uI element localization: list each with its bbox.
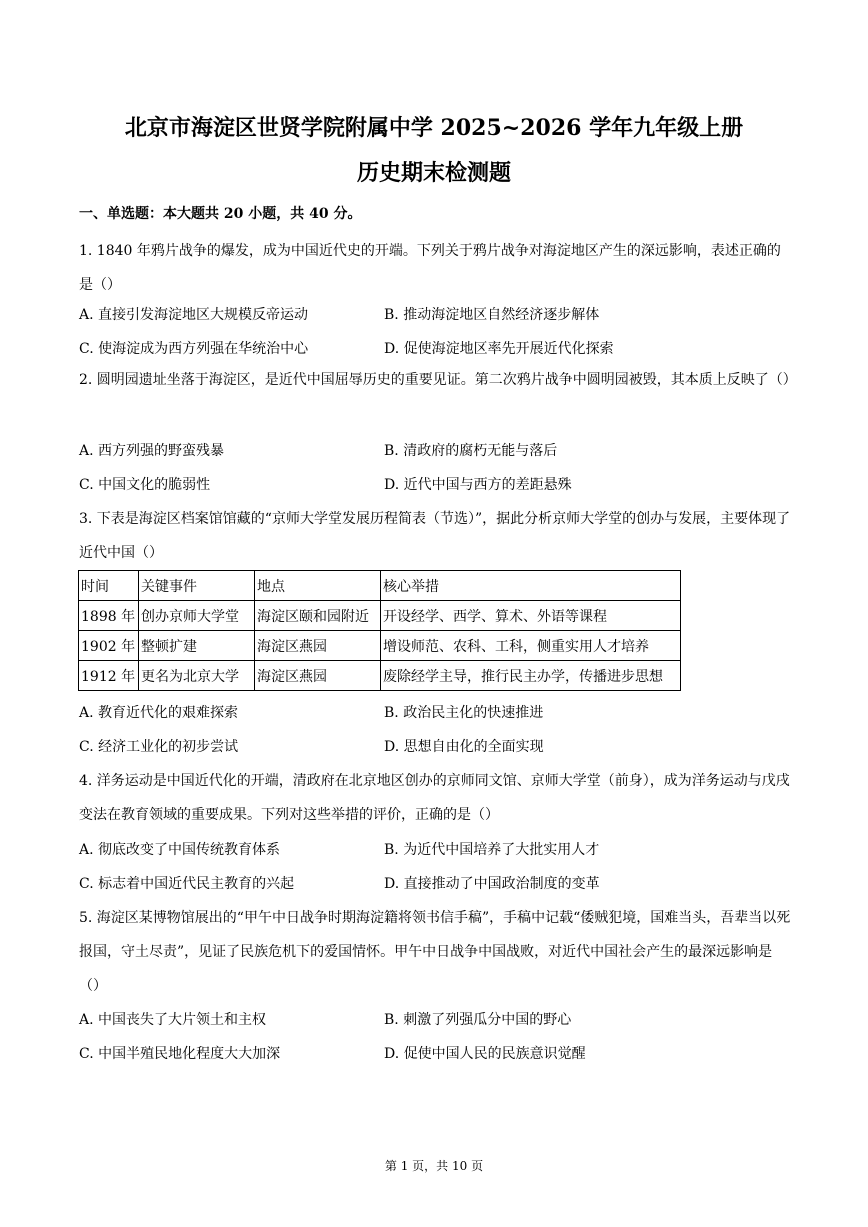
question-5-option-a: A. 中国丧失了大片领土和主权 — [79, 1012, 267, 1028]
table-cell: 1912 年 — [79, 661, 139, 691]
table-cell: 增设师范、农科、工科，侧重实用人才培养 — [381, 631, 681, 661]
table-cell: 创办京师大学堂 — [139, 601, 255, 631]
question-3-option-d: D. 思想自由化的全面实现 — [384, 739, 544, 755]
question-5-option-c: C. 中国半殖民地化程度大大加深 — [79, 1046, 281, 1062]
exam-subtitle: 历史期末检测题 — [356, 160, 511, 186]
question-5-option-d: D. 促使中国人民的民族意识觉醒 — [384, 1046, 586, 1062]
table-header-cell: 地点 — [255, 571, 381, 601]
question-3-option-b: B. 政治民主化的快速推进 — [384, 705, 544, 721]
table-cell: 1898 年 — [79, 601, 139, 631]
table-header-cell: 关键事件 — [139, 571, 255, 601]
table-cell: 废除经学主导，推行民主办学，传播进步思想 — [381, 661, 681, 691]
question-4-option-c: C. 标志着中国近代民主教育的兴起 — [79, 876, 295, 892]
table-header-cell: 核心举措 — [381, 571, 681, 601]
exam-title: 北京市海淀区世贤学院附属中学 2025~2026 学年九年级上册 — [124, 115, 744, 141]
question-3-stem: 3. 下表是海淀区档案馆馆藏的“京师大学堂发展历程简表（节选）”，据此分析京师大学堂的创办与发展，主要体现了近代中国（） — [79, 511, 791, 561]
question-4-option-d: D. 直接推动了中国政治制度的变革 — [384, 876, 600, 892]
question-2-option-a: A. 西方列强的野蛮残暴 — [79, 443, 225, 459]
question-1-option-d: D. 促使海淀地区率先开展近代化探索 — [384, 341, 614, 357]
question-2-option-d: D. 近代中国与西方的差距悬殊 — [384, 477, 572, 493]
history-table — [78, 570, 681, 691]
question-1-option-b: B. 推动海淀地区自然经济逐步解体 — [384, 307, 600, 323]
question-4-stem: 4. 洋务运动是中国近代化的开端，清政府在北京地区创办的京师同文馆、京师大学堂（前身），成为洋务运动与戊戌变法在教育领域的重要成果。下列对这些举措的评价，正确的是（） — [79, 773, 790, 823]
table-cell: 海淀区燕园 — [255, 631, 381, 661]
question-1-stem: 1. 1840 年鸦片战争的爆发，成为中国近代史的开端。下列关于鸦片战争对海淀地区产生的深远影响，表述正确的是（） — [79, 243, 781, 293]
page-footer: 第 1 页，共 10 页 — [384, 1159, 484, 1173]
table-row — [79, 631, 681, 661]
table-cell: 海淀区燕园 — [255, 661, 381, 691]
question-1-option-a: A. 直接引发海淀地区大规模反帝运动 — [79, 307, 309, 323]
question-2-option-c: C. 中国文化的脆弱性 — [79, 477, 211, 493]
section-heading: 一、单选题：本大题共 20 小题，共 40 分。 — [79, 206, 362, 222]
question-5-stem: 5. 海淀区某博物馆展出的“甲午中日战争时期海淀籍将领书信手稿”，手稿中记载“倭贼犯境，国难当头，吾辈当以死报国，守土尽责”，见证了民族危机下的爱国情怀。甲午中日战争中国战败，对近代中国社会产生的最深远影响是（） — [79, 910, 791, 994]
question-5-option-b: B. 刺激了列强瓜分中国的野心 — [384, 1012, 572, 1028]
table-row — [79, 661, 681, 691]
table-cell: 海淀区颐和园附近 — [255, 601, 381, 631]
table-cell: 1902 年 — [79, 631, 139, 661]
question-3-option-c: C. 经济工业化的初步尝试 — [79, 739, 239, 755]
table-cell: 整顿扩建 — [139, 631, 255, 661]
table-cell: 更名为北京大学 — [139, 661, 255, 691]
question-4-option-a: A. 彻底改变了中国传统教育体系 — [79, 842, 281, 858]
question-2-stem: 2. 圆明园遗址坐落于海淀区，是近代中国屈辱历史的重要见证。第二次鸦片战争中圆明园被毁，其本质上反映了（） — [79, 372, 797, 388]
question-1-option-c: C. 使海淀成为西方列强在华统治中心 — [79, 341, 309, 357]
table-row — [79, 601, 681, 631]
table-header-cell: 时间 — [79, 571, 139, 601]
question-4-option-b: B. 为近代中国培养了大批实用人才 — [384, 842, 600, 858]
question-2-option-b: B. 清政府的腐朽无能与落后 — [384, 443, 558, 459]
table-cell: 开设经学、西学、算术、外语等课程 — [381, 601, 681, 631]
table-header-row — [79, 571, 681, 601]
question-3-option-a: A. 教育近代化的艰难探索 — [79, 705, 239, 721]
